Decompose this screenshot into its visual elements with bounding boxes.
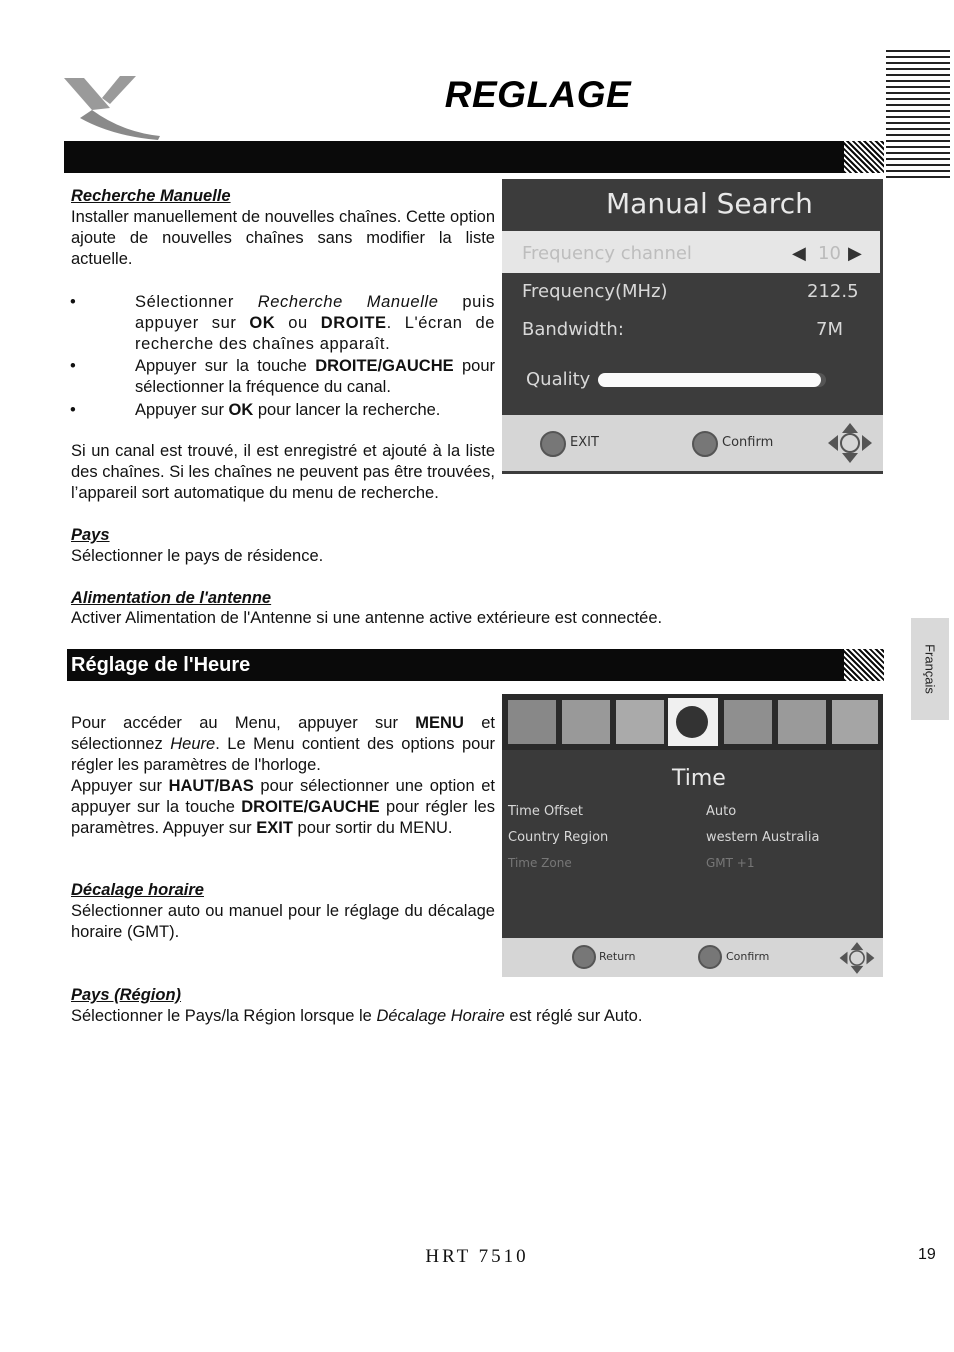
screen-footer: [502, 415, 883, 471]
row-value: 212.5: [807, 281, 859, 302]
outro-text: Si un canal est trouvé, il est enregistré et ajouté à la liste des chaînes. Si les chaînes ne peuvent pas être trouvées, l’appareil sort automatique du menu de recherche.: [71, 442, 495, 502]
time-bar-dots: [844, 649, 884, 681]
row-label: Time Offset: [508, 804, 584, 819]
tv-icon: [508, 700, 556, 744]
row-label: Bandwidth:: [522, 319, 624, 340]
screen-footer: [502, 938, 883, 977]
dpad-icon: [838, 940, 876, 976]
bullet-3: Appuyer sur OK pour lancer la recherche.: [135, 401, 441, 419]
row-value: western Australia: [706, 830, 820, 845]
return-button-icon: [572, 945, 596, 969]
page-title: REGLAGE: [444, 74, 632, 115]
return-label: Return: [599, 950, 636, 963]
region-text: Sélectionner le Pays/la Région lorsque le Décalage Horaire est réglé sur Auto.: [71, 1007, 643, 1025]
picture-icon: [562, 700, 610, 744]
time-paragraph-2: Appuyer sur HAUT/BAS pour sélectionner une option et appuyer sur la touche DROITE/GAUCHE pour régler les paramètres. Appuyer sur EXIT pour sortir du MENU.: [71, 777, 495, 837]
corner-stripes: [886, 50, 950, 178]
search-icon: [616, 700, 664, 744]
antenna-text: Activer Alimentation de l'Antenne si une antenne active extérieure est connectée.: [71, 609, 663, 627]
header-bar: [64, 141, 854, 173]
confirm-button-icon: [692, 431, 718, 457]
time-section-bar: Réglage de l'Heure: [67, 649, 855, 681]
offset-text: Sélectionner auto ou manuel pour le réglage du décalage horaire (GMT).: [71, 902, 495, 941]
row-value: 7M: [816, 319, 843, 340]
bullet-dot: •: [70, 357, 76, 375]
row-label: Quality: [526, 369, 591, 390]
side-tab-label: Français: [922, 644, 938, 694]
gear-icon: [724, 700, 772, 744]
exit-button-icon: [540, 431, 566, 457]
country-text: Sélectionner le pays de résidence.: [71, 547, 324, 565]
header-bar-dots: [844, 141, 884, 173]
offset-heading: Décalage horaire: [71, 881, 204, 899]
tools-icon: [778, 700, 826, 744]
bullet-1: Sélectionner Recherche Manuelle puis appuyer sur OK ou DROITE. L'écran de recherche des chaînes apparaît.: [135, 293, 496, 353]
row-value: 10: [818, 243, 841, 264]
row-label: Frequency channel: [522, 243, 692, 264]
row-label: Frequency(MHz): [522, 281, 668, 302]
time-paragraph-1: Pour accéder au Menu, appuyer sur MENU et sélectionnez Heure. Le Menu contient des options pour régler les paramètres de l'horloge.: [71, 714, 496, 774]
left-arrow-icon: ◀: [792, 243, 806, 264]
exit-label: EXIT: [570, 435, 599, 450]
country-heading: Pays: [71, 526, 110, 544]
row-value: GMT +1: [706, 856, 755, 870]
clock-icon: [668, 698, 718, 746]
footer-model: HRT 7510: [425, 1246, 529, 1267]
row-label: Time Zone: [508, 856, 572, 870]
confirm-label: Confirm: [726, 950, 770, 963]
bullet-2: Appuyer sur la touche DROITE/GAUCHE pour sélectionner la fréquence du canal.: [135, 357, 495, 396]
screen-title: Time: [672, 766, 726, 791]
confirm-button-icon: [698, 945, 722, 969]
menu-icon-strip: [502, 694, 883, 750]
row-label: Country Region: [508, 830, 609, 845]
time-menu-screenshot: [502, 694, 883, 977]
dpad-icon: [826, 421, 874, 465]
bullet-dot: •: [70, 293, 76, 311]
right-arrow-icon: ▶: [848, 243, 862, 264]
row-value: Auto: [706, 804, 737, 819]
quality-track: [598, 373, 826, 387]
region-heading: Pays (Région): [71, 986, 182, 1004]
antenna-heading: Alimentation de l'antenne: [71, 589, 272, 607]
confirm-label: Confirm: [722, 435, 774, 450]
screen-title: Manual Search: [606, 187, 813, 220]
usb-icon: [832, 700, 878, 744]
language-side-tab: [911, 618, 949, 720]
quality-fill: [598, 373, 821, 387]
manual-search-screenshot: [502, 179, 883, 474]
page-number: 19: [918, 1246, 936, 1263]
manual-search-heading: Recherche Manuelle: [71, 187, 231, 205]
manual-search-intro: Installer manuellement de nouvelles chaînes. Cette option ajoute de nouvelles chaînes sans modifier la liste actuelle.: [71, 208, 495, 268]
bullet-dot: •: [70, 401, 76, 419]
